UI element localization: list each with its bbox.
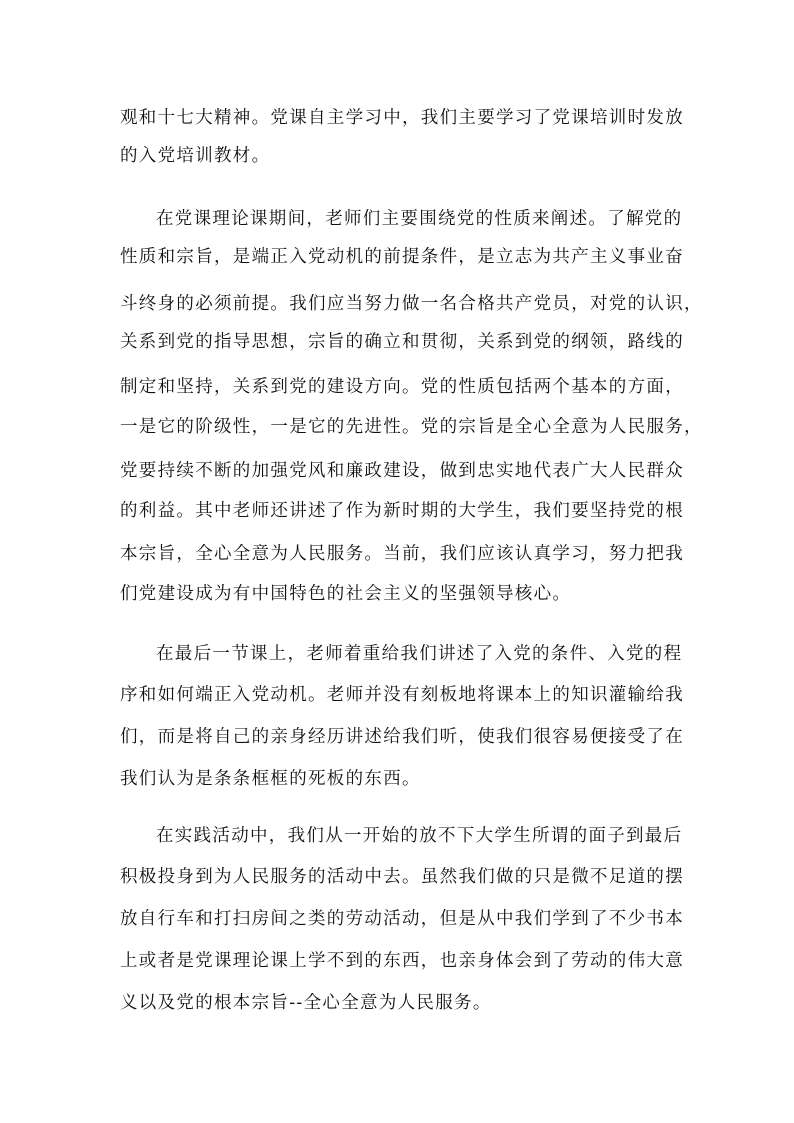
paragraph-4-line-2: 积极投身到为人民服务的活动中去。虽然我们做的只是微不足道的摆 bbox=[120, 867, 684, 887]
paragraph-2-line-7: 党要持续不断的加强党风和廉政建设，做到忠实地代表广大人民群众 bbox=[120, 461, 684, 481]
paragraph-3-line-3: 们，而是将自己的亲身经历讲述给我们听，使我们很容易便接受了在 bbox=[120, 727, 684, 747]
paragraph-4-line-5: 义以及党的根本宗旨--全心全意为人民服务。 bbox=[120, 993, 492, 1013]
paragraph-3-line-1: 在最后一节课上，老师着重给我们讲述了入党的条件、入党的程 bbox=[156, 644, 683, 664]
paragraph-2-line-1: 在党课理论课期间，老师们主要围绕党的性质来阐述。了解党的 bbox=[156, 209, 683, 229]
paragraph-4-line-1: 在实践活动中，我们从一开始的放不下大学生所谓的面子到最后 bbox=[156, 826, 683, 846]
paragraph-2-line-10: 们党建设成为有中国特色的社会主义的坚强领导核心。 bbox=[120, 584, 572, 604]
paragraph-2-line-9: 本宗旨，全心全意为人民服务。当前，我们应该认真学习，努力把我 bbox=[120, 544, 684, 564]
paragraph-3-line-2: 序和如何端正入党动机。老师并没有刻板地将课本上的知识灌输给我 bbox=[120, 685, 684, 705]
paragraph-2-line-3: 斗终身的必须前提。我们应当努力做一名合格共产党员，对党的认识， bbox=[120, 294, 703, 314]
paragraph-2-line-6: 一是它的阶级性，一是它的先进性。党的宗旨是全心全意为人民服务， bbox=[120, 417, 703, 437]
paragraph-4-line-4: 上或者是党课理论课上学不到的东西，也亲身体会到了劳动的伟大意 bbox=[120, 951, 684, 971]
paragraph-1-line-2: 的入党培训教材。 bbox=[120, 146, 271, 166]
paragraph-2-line-4: 关系到党的指导思想，宗旨的确立和贯彻，关系到党的纲领，路线的 bbox=[120, 332, 684, 352]
paragraph-1-line-1: 观和十七大精神。党课自主学习中，我们主要学习了党课培训时发放 bbox=[120, 108, 684, 128]
paragraph-4-line-3: 放自行车和打扫房间之类的劳动活动，但是从中我们学到了不少书本 bbox=[120, 909, 684, 929]
paragraph-2-line-8: 的利益。其中老师还讲述了作为新时期的大学生，我们要坚持党的根 bbox=[120, 501, 684, 521]
paragraph-2-line-5: 制定和坚持，关系到党的建设方向。党的性质包括两个基本的方面， bbox=[120, 377, 684, 397]
paragraph-2-line-2: 性质和宗旨，是端正入党动机的前提条件，是立志为共产主义事业奋 bbox=[120, 247, 684, 267]
paragraph-3-line-4: 我们认为是条条框框的死板的东西。 bbox=[120, 769, 421, 789]
